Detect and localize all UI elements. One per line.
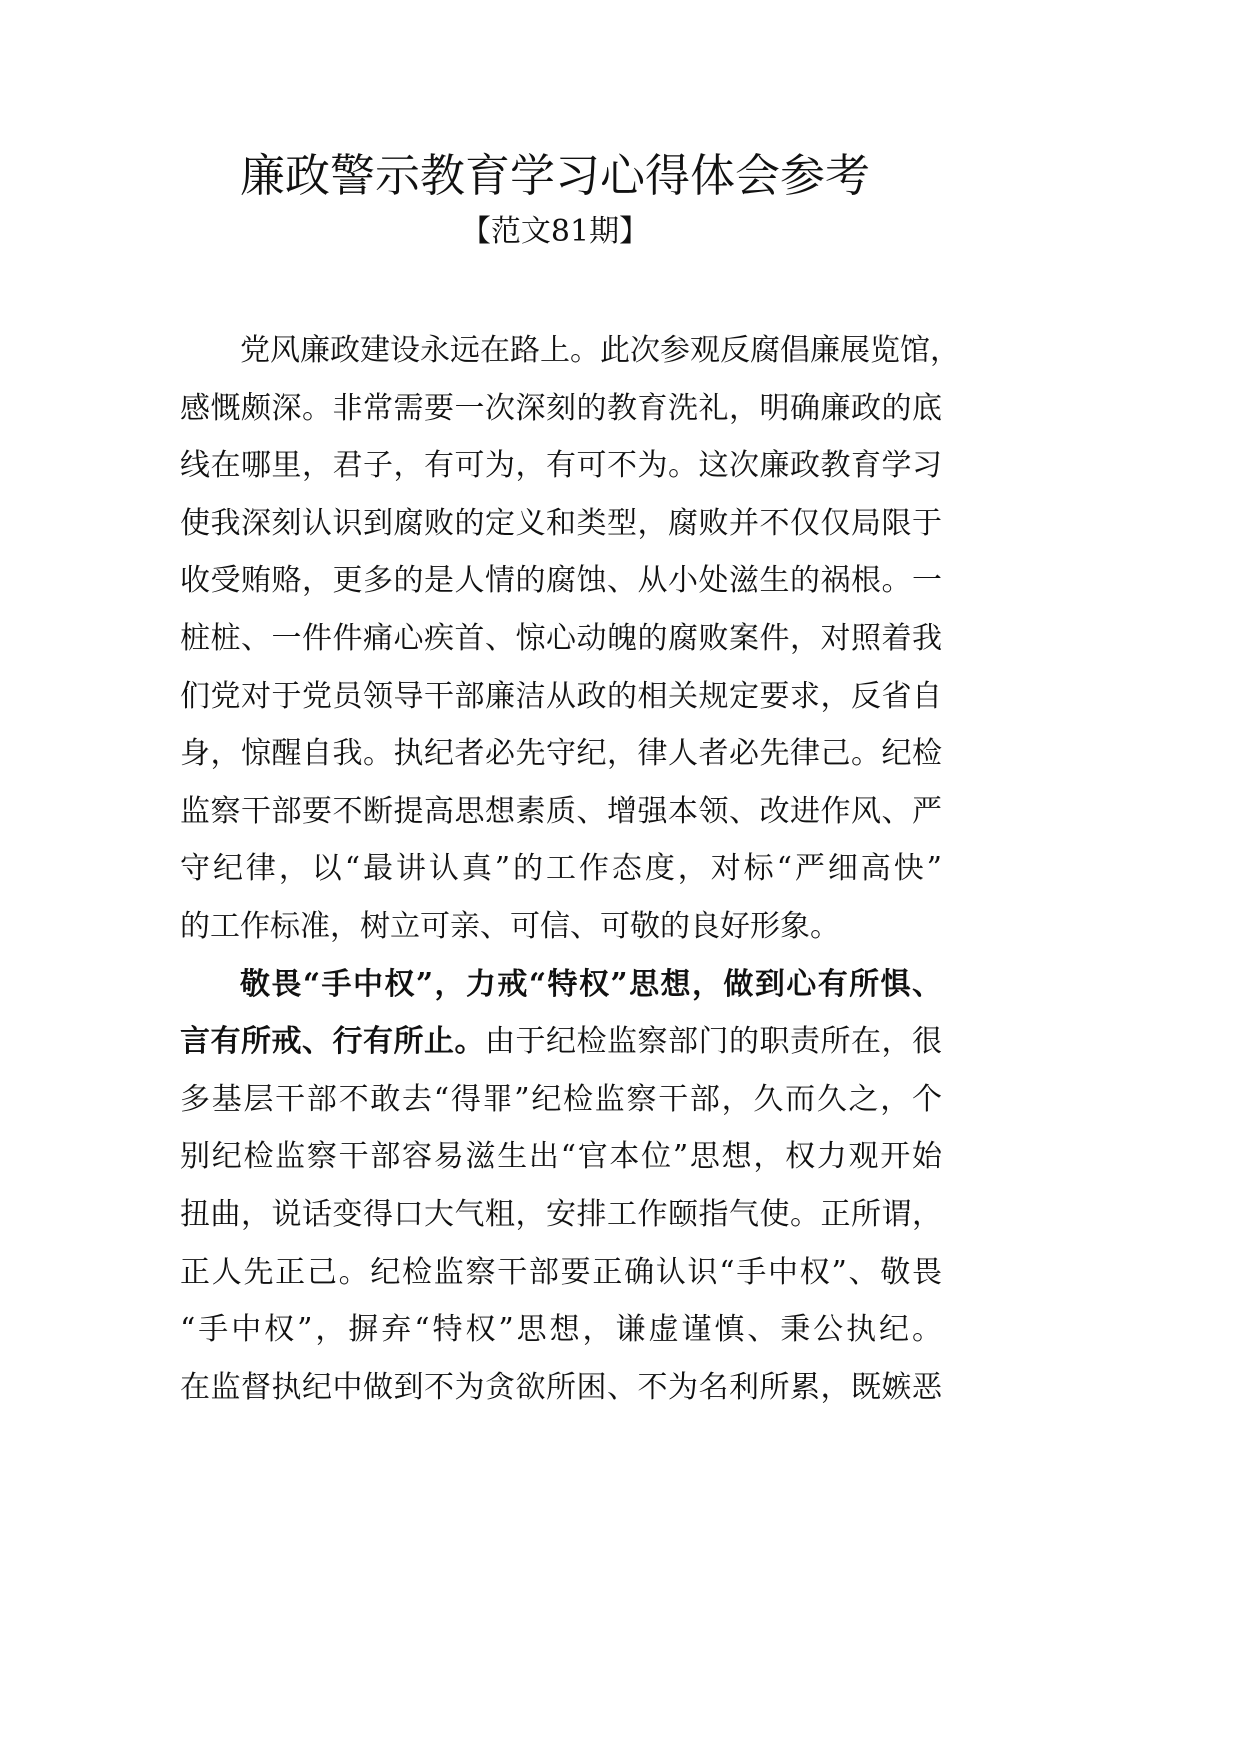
text-line: 守纪律，以“最讲认真”的工作态度，对标“严细高快” xyxy=(180,851,942,887)
document-body xyxy=(180,322,960,1416)
text-line: 监察干部要不断提高思想素质、增强本领、改进作风、严 xyxy=(180,793,942,829)
document-title: 廉政警示教育学习心得体会参考 xyxy=(239,149,870,202)
text-line: 正人先正己。纪检监察干部要正确认识“手中权”、敬畏 xyxy=(180,1254,942,1290)
text-line: 们党对于党员领导干部廉洁从政的相关规定要求，反省自 xyxy=(180,678,942,714)
document-subtitle: 【范文81期】 xyxy=(460,214,650,249)
text-line: 在监督执纪中做到不为贪欲所困、不为名利所累，既嫉恶 xyxy=(180,1369,942,1405)
text-line: 党风廉政建设永远在路上。此次参观反腐倡廉展览馆， xyxy=(240,333,960,368)
text-line: 使我深刻认识到腐败的定义和类型，腐败并不仅仅局限于 xyxy=(180,505,942,541)
text-line xyxy=(180,1013,942,1071)
text-line: 线在哪里，君子，有可为，有可不为。这次廉政教育学习 xyxy=(180,448,942,484)
text-line: 的工作标准，树立可亲、可信、可敬的良好形象。 xyxy=(180,908,840,944)
text-line: 收受贿赂，更多的是人情的腐蚀、从小处滋生的祸根。一 xyxy=(180,563,942,599)
paragraph-2 xyxy=(180,956,942,1417)
text-line: 感慨颇深。非常需要一次深刻的教育洗礼，明确廉政的底 xyxy=(180,390,942,426)
text-line: “手中权”，摒弃“特权”思想，谦虚谨慎、秉公执纪。 xyxy=(180,1312,942,1348)
text-line: 身，惊醒自我。执纪者必先守纪，律人者必先律己。纪检 xyxy=(180,736,942,772)
section-heading-end: 言有所戒、行有所止。 xyxy=(180,1024,485,1060)
text-line: 桩桩、一件件痛心疾首、惊心动魄的腐败案件，对照着我 xyxy=(180,620,942,656)
text-line: 多基层干部不敢去“得罪”纪检监察干部，久而久之，个 xyxy=(180,1081,942,1117)
text-line: 扭曲，说话变得口大气粗，安排工作颐指气使。正所谓， xyxy=(180,1196,942,1232)
section-heading: 敬畏“手中权”，力戒“特权”思想，做到心有所惧、 xyxy=(240,966,942,1002)
text-segment: 由于纪检监察部门的职责所在，很 xyxy=(485,1024,942,1060)
paragraph-1 xyxy=(180,322,960,956)
text-line: 别纪检监察干部容易滋生出“官本位”思想，权力观开始 xyxy=(180,1139,942,1175)
